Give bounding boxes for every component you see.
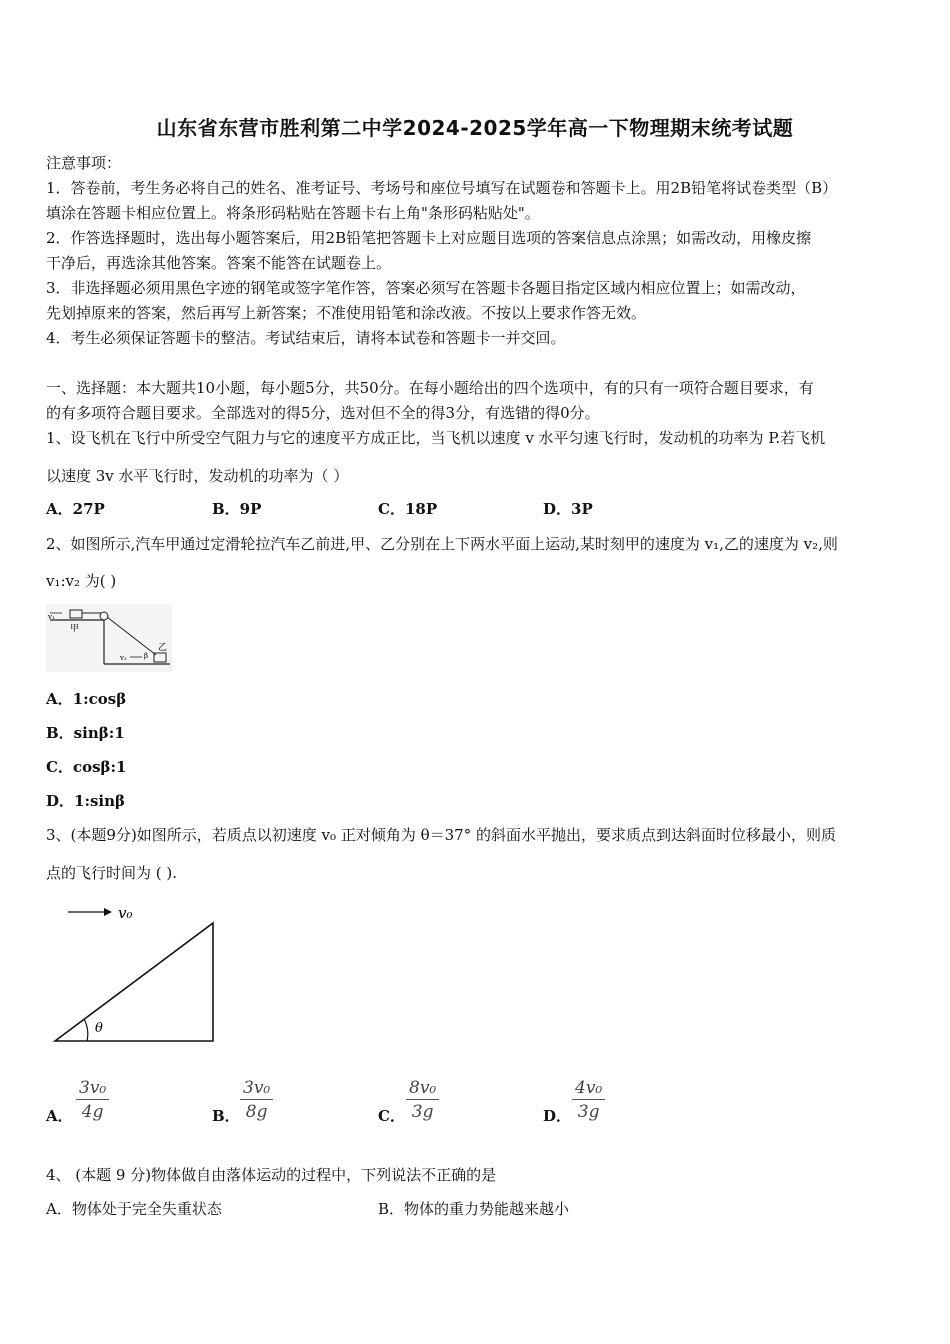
fig-label-v0: v₀ xyxy=(118,904,133,922)
q2-pulley-figure xyxy=(46,604,172,672)
q3-option-b: B． xyxy=(212,1107,240,1125)
q2-stem-line2: v₁:v₂ 为( ) xyxy=(46,572,117,590)
q3-fraction-a-den: 4g xyxy=(81,1102,104,1122)
fig-label-theta: θ xyxy=(95,1021,103,1036)
q3-option-d: D． xyxy=(543,1107,572,1125)
q1-option-b: B．9P xyxy=(212,500,262,518)
notice-item-4: 4．考生必须保证答题卡的整洁。考试结束后，请将本试卷和答题卡一并交回。 xyxy=(46,329,566,347)
q3-fraction-a xyxy=(76,1078,109,1122)
q4-stem-line1: 4、 (本题 9 分)物体做自由落体运动的过程中，下列说法不正确的是 xyxy=(46,1166,497,1184)
notice-item-1a: 1．答卷前，考生务必将自己的姓名、准考证号、考场号和座位号填写在试题卷和答题卡上。用2B铅笔将试卷类型（B） xyxy=(46,179,838,197)
fig-label-jia: 甲 xyxy=(70,624,80,634)
fig-label-beta: β xyxy=(144,652,149,660)
q3-fraction-d-num: 4v₀ xyxy=(572,1078,605,1100)
q2-option-b: B．sinβ:1 xyxy=(46,724,125,742)
q3-option-a: A． xyxy=(46,1107,73,1125)
q3-fraction-c xyxy=(406,1078,439,1122)
notice-item-3a: 3．非选择题必须用黑色字迹的钢笔或签字笔作答，答案必须写在答题卡各题目指定区域内相应位置上；如需改动， xyxy=(46,279,806,297)
q3-fraction-c-den: 3g xyxy=(411,1102,434,1122)
notice-item-3b: 先划掉原来的答案，然后再写上新答案；不准使用铅笔和涂改液。不按以上要求作答无效。 xyxy=(46,304,647,322)
q3-stem-line2: 点的飞行时间为 ( ). xyxy=(46,864,178,882)
q2-stem-line1: 2、如图所示,汽车甲通过定滑轮拉汽车乙前进,甲、乙分别在上下两水平面上运动,某时刻甲的速度为 v₁,乙的速度为 v₂,则 xyxy=(46,535,838,553)
q3-fraction-d-den: 3g xyxy=(577,1102,600,1122)
notice-heading: 注意事项： xyxy=(46,154,122,172)
notice-item-1b: 填涂在答题卡相应位置上。将条形码粘贴在答题卡右上角"条形码粘贴处"。 xyxy=(46,204,540,222)
fig-label-v1: v₁ xyxy=(48,613,55,621)
q3-fraction-b xyxy=(240,1078,273,1122)
q2-option-c: C．cosβ:1 xyxy=(46,758,127,776)
fig-label-v2: v₂ xyxy=(120,654,127,662)
v0-arrowhead-icon xyxy=(104,908,112,916)
notice-item-2a: 2．作答选择题时，选出每小题答案后，用2B铅笔把答题卡上对应题目选项的答案信息点涂黑；如需改动，用橡皮擦 xyxy=(46,229,812,247)
section1-line2: 的有多项符合题目要求。全部选对的得5分，选对但不全的得3分，有选错的得0分。 xyxy=(46,404,600,422)
q3-incline-figure xyxy=(50,898,225,1048)
q3-stem-line1: 3、(本题9分)如图所示，若质点以初速度 v₀ 正对倾角为 θ＝37° 的斜面水平抛出，要求质点到达斜面时位移最小，则质 xyxy=(46,826,836,844)
angle-arc xyxy=(84,1019,88,1041)
q2-option-a: A．1:cosβ xyxy=(46,690,127,708)
q1-option-c: C．18P xyxy=(378,500,438,518)
q1-stem-line2: 以速度 3v 水平飞行时，发动机的功率为（ ） xyxy=(46,467,349,485)
q1-option-a: A．27P xyxy=(46,500,105,518)
q3-option-c: C． xyxy=(378,1107,405,1125)
incline-triangle xyxy=(55,923,213,1041)
q4-option-b: B．物体的重力势能越来越小 xyxy=(378,1200,570,1218)
section1-line1: 一、选择题：本大题共10小题，每小题5分，共50分。在每小题给出的四个选项中，有的只有一项符合题目要求，有 xyxy=(46,379,814,397)
q3-fraction-a-num: 3v₀ xyxy=(76,1078,109,1100)
q3-fraction-b-den: 8g xyxy=(245,1102,268,1122)
q3-fraction-d xyxy=(572,1078,605,1122)
notice-item-2b: 干净后，再选涂其他答案。答案不能答在试题卷上。 xyxy=(46,254,392,272)
q2-option-d: D．1:sinβ xyxy=(46,792,125,810)
q3-fraction-c-num: 8v₀ xyxy=(406,1078,439,1100)
q1-option-d: D．3P xyxy=(543,500,593,518)
q1-stem-line1: 1、设飞机在飞行中所受空气阻力与它的速度平方成正比，当飞机以速度 v 水平匀速飞行时，发动机的功率为 P.若飞机 xyxy=(46,429,826,447)
fig-label-yi: 乙 xyxy=(158,643,168,653)
figure-background xyxy=(46,604,172,672)
page-title: 山东省东营市胜利第二中学2024-2025学年高一下物理期末统考试题 xyxy=(156,116,794,140)
q4-option-a: A．物体处于完全失重状态 xyxy=(46,1200,222,1218)
q3-fraction-b-num: 3v₀ xyxy=(240,1078,273,1100)
